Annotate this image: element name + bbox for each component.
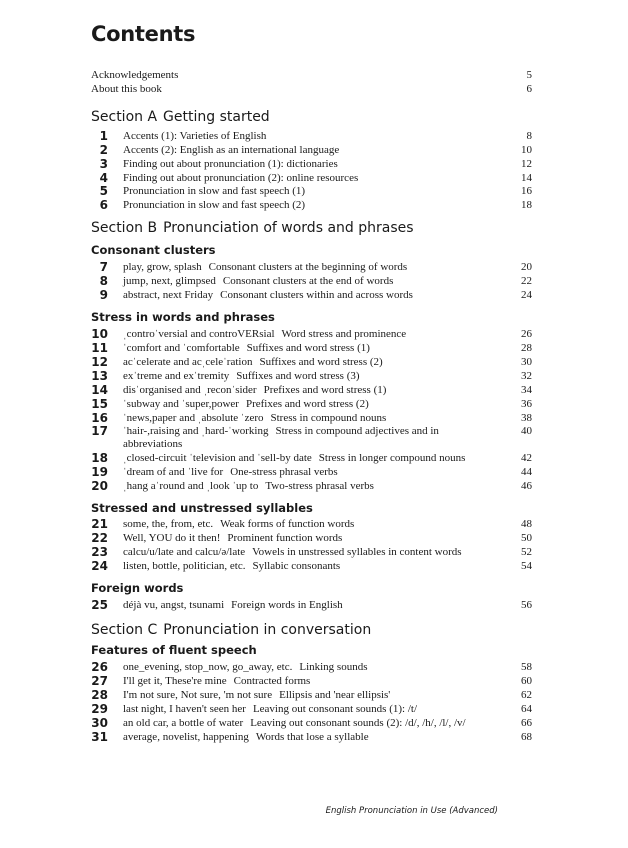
unit-examples: I'm not sure, Not sure, 'm not sure	[123, 689, 273, 701]
unit-examples: ˌclosed-circuit ˈtelevision and ˈsell-by date	[123, 452, 312, 464]
unit-title	[123, 398, 508, 411]
unit-examples: calcu/u/late and calcu/ə/late	[123, 546, 246, 558]
unit-number: 22	[91, 531, 108, 545]
group-heading-consonant-clusters: Consonant clusters	[91, 243, 216, 257]
page-number: 66	[521, 717, 532, 729]
page-number: 30	[521, 356, 532, 368]
unit-entry[interactable]	[0, 466, 628, 480]
unit-topic: Prefixes and word stress (2)	[245, 398, 369, 410]
page-number: 64	[521, 703, 532, 715]
unit-topic: Consonant clusters at the beginning of words	[208, 261, 408, 273]
page-number: 38	[521, 412, 532, 424]
unit-title	[123, 546, 508, 559]
unit-examples: jump, next, glimpsed	[123, 275, 216, 287]
page-number: 46	[521, 480, 532, 492]
page-number: 8	[526, 130, 532, 142]
page-number: 68	[521, 731, 532, 743]
unit-entry[interactable]	[0, 599, 628, 613]
unit-entry[interactable]	[0, 518, 628, 532]
unit-examples: ˈsubway and ˈsuper,power	[123, 398, 239, 410]
unit-number: 6	[99, 198, 108, 212]
unit-entry[interactable]	[0, 532, 628, 546]
unit-number: 13	[91, 369, 108, 383]
unit-number: 31	[91, 730, 108, 744]
unit-topic: Suffixes and word stress (3)	[236, 370, 360, 382]
page-number: 44	[521, 466, 532, 478]
section-name: Pronunciation of words and phrases	[163, 220, 414, 236]
unit-entry[interactable]	[0, 275, 628, 289]
unit-number: 14	[91, 383, 108, 397]
section-a-heading	[91, 109, 270, 125]
unit-topic: Leaving out consonant sounds (2): /d/, /h/, /l/, /v/	[250, 717, 466, 729]
unit-title	[123, 370, 508, 383]
unit-examples: ˌhang aˈround and ˌlook ˈup to	[123, 480, 259, 492]
unit-number: 30	[91, 716, 108, 730]
page-number: 56	[521, 599, 532, 611]
unit-number: 5	[99, 184, 108, 198]
unit-entry[interactable]	[0, 546, 628, 560]
unit-number: 9	[99, 288, 108, 302]
unit-title: Accents (1): Varieties of English	[123, 130, 267, 142]
unit-entry[interactable]	[0, 452, 628, 466]
unit-topic: One-stress phrasal verbs	[230, 466, 338, 478]
unit-title	[123, 689, 508, 702]
front-matter-entry[interactable]	[0, 83, 628, 97]
unit-number: 28	[91, 688, 108, 702]
unit-topic: Ellipsis and 'near ellipsis'	[279, 689, 391, 701]
page-number: 6	[526, 83, 532, 95]
unit-number: 24	[91, 559, 108, 573]
unit-entry[interactable]	[0, 675, 628, 689]
group-heading-stress-in-words: Stress in words and phrases	[91, 310, 275, 324]
page-number: 54	[521, 560, 532, 572]
page-number: 16	[521, 185, 532, 197]
unit-number: 20	[91, 479, 108, 493]
page-number: 58	[521, 661, 532, 673]
unit-topic: Stress in longer compound nouns	[318, 452, 466, 464]
entry-title: Acknowledgements	[91, 69, 179, 81]
unit-topic: Vowels in unstressed syllables in content words	[252, 546, 462, 558]
unit-entry[interactable]	[0, 328, 628, 342]
section-letter: Section A	[91, 109, 158, 125]
section-letter: Section B	[91, 220, 158, 236]
page-number: 52	[521, 546, 532, 558]
unit-number: 7	[99, 260, 108, 274]
unit-entry[interactable]	[0, 289, 628, 303]
unit-title	[123, 412, 508, 425]
unit-topic: Weak forms of function words	[220, 518, 355, 530]
unit-entry[interactable]	[0, 261, 628, 275]
page-number: 28	[521, 342, 532, 354]
unit-title	[123, 466, 508, 479]
unit-number: 4	[99, 171, 108, 185]
unit-topic: Consonant clusters at the end of words	[222, 275, 394, 287]
unit-examples: last night, I haven't seen her	[123, 703, 246, 715]
unit-number: 23	[91, 545, 108, 559]
section-name: Pronunciation in conversation	[163, 622, 372, 638]
page-number: 22	[521, 275, 532, 287]
unit-entry[interactable]	[0, 384, 628, 398]
unit-title	[123, 518, 508, 531]
unit-number: 29	[91, 702, 108, 716]
unit-entry[interactable]	[0, 480, 628, 494]
unit-number: 19	[91, 465, 108, 479]
unit-title	[123, 661, 508, 674]
unit-title	[123, 261, 508, 274]
page-number: 5	[526, 69, 532, 81]
group-heading-fluent-speech: Features of fluent speech	[91, 643, 257, 657]
unit-number: 17	[91, 424, 108, 438]
unit-title	[123, 289, 508, 302]
page-number: 62	[521, 689, 532, 701]
section-name: Getting started	[163, 109, 270, 125]
unit-examples: ˌcontroˈversial and controVERsial	[123, 328, 275, 340]
unit-entry[interactable]	[0, 356, 628, 370]
unit-title	[123, 342, 508, 355]
unit-examples: ˈcomfort and ˈcomfortable	[123, 342, 240, 354]
page-number: 36	[521, 398, 532, 410]
unit-number: 21	[91, 517, 108, 531]
unit-topic: Suffixes and word stress (2)	[259, 356, 383, 368]
unit-number: 12	[91, 355, 108, 369]
unit-examples: ˈhair-,raising and ˌhard-ˈworking	[123, 425, 269, 437]
unit-entry[interactable]	[0, 661, 628, 675]
unit-topic: Two-stress phrasal verbs	[265, 480, 374, 492]
unit-number: 26	[91, 660, 108, 674]
unit-title	[123, 560, 508, 573]
unit-title	[123, 599, 508, 612]
unit-number: 25	[91, 598, 108, 612]
unit-examples: an old car, a bottle of water	[123, 717, 244, 729]
front-matter-entry[interactable]	[0, 69, 628, 83]
unit-examples: one_evening, stop_now, go_away, etc.	[123, 661, 293, 673]
unit-number: 16	[91, 411, 108, 425]
unit-examples: listen, bottle, politician, etc.	[123, 560, 246, 572]
section-letter: Section C	[91, 622, 158, 638]
unit-entry[interactable]	[0, 158, 628, 172]
page-number: 24	[521, 289, 532, 301]
group-heading-stressed-unstressed: Stressed and unstressed syllables	[91, 501, 313, 515]
unit-entry[interactable]	[0, 731, 628, 745]
unit-title: Pronunciation in slow and fast speech (1)	[123, 185, 306, 197]
page-number: 20	[521, 261, 532, 273]
unit-title	[123, 356, 508, 369]
unit-number: 11	[91, 341, 108, 355]
unit-examples: ˈdream of and ˈlive for	[123, 466, 224, 478]
group-heading-foreign-words: Foreign words	[91, 581, 184, 595]
unit-examples: ˈnews,paper and ˌabsolute ˈzero	[123, 412, 264, 424]
unit-title	[123, 480, 508, 493]
unit-entry[interactable]	[0, 703, 628, 717]
unit-title	[123, 675, 508, 688]
page-number: 34	[521, 384, 532, 396]
unit-topic: Foreign words in English	[231, 599, 343, 611]
unit-title: Pronunciation in slow and fast speech (2)	[123, 199, 306, 211]
unit-topic: Stress in compound nouns	[270, 412, 387, 424]
unit-examples: average, novelist, happening	[123, 731, 249, 743]
unit-examples: I'll get it, These're mine	[123, 675, 227, 687]
unit-entry[interactable]	[0, 398, 628, 412]
unit-examples: Well, YOU do it then!	[123, 532, 221, 544]
unit-examples: disˈorganised and ˌreconˈsider	[123, 384, 257, 396]
unit-examples: déjà vu, angst, tsunami	[123, 599, 225, 611]
unit-topic: Word stress and prominence	[281, 328, 407, 340]
unit-topic: Prefixes and word stress (1)	[263, 384, 387, 396]
unit-title	[123, 275, 508, 288]
unit-examples: abstract, next Friday	[123, 289, 214, 301]
unit-title: Finding out about pronunciation (2): online resources	[123, 172, 359, 184]
unit-examples: some, the, from, etc.	[123, 518, 214, 530]
unit-topic: Contracted forms	[233, 675, 311, 687]
unit-entry[interactable]	[0, 342, 628, 356]
section-b-heading	[91, 220, 414, 236]
unit-number: 27	[91, 674, 108, 688]
page-footer: English Pronunciation in Use (Advanced)	[325, 806, 498, 816]
unit-number: 1	[99, 129, 108, 143]
section-c-heading	[91, 622, 371, 638]
unit-title	[123, 717, 508, 730]
unit-topic: Leaving out consonant sounds (1): /t/	[252, 703, 418, 715]
page-number: 40	[521, 425, 532, 437]
unit-topic: Words that lose a syllable	[255, 731, 369, 743]
unit-topic: Stress in compound adjectives and in abbreviations	[123, 425, 439, 450]
page-number: 50	[521, 532, 532, 544]
page-number: 10	[521, 144, 532, 156]
unit-entry[interactable]	[0, 130, 628, 144]
unit-examples: play, grow, splash	[123, 261, 202, 273]
unit-title	[123, 452, 508, 465]
unit-title	[123, 532, 508, 545]
unit-examples: exˈtreme and exˈtremity	[123, 370, 230, 382]
unit-title	[123, 425, 463, 451]
unit-entry[interactable]	[0, 560, 628, 574]
unit-entry[interactable]	[0, 370, 628, 384]
unit-title	[123, 384, 508, 397]
unit-topic: Prominent function words	[227, 532, 343, 544]
unit-title	[123, 328, 508, 341]
page-number: 18	[521, 199, 532, 211]
page-number: 14	[521, 172, 532, 184]
unit-number: 10	[91, 327, 108, 341]
unit-number: 18	[91, 451, 108, 465]
unit-entry[interactable]	[0, 185, 628, 199]
page-number: 12	[521, 158, 532, 170]
unit-topic: Suffixes and word stress (1)	[246, 342, 370, 354]
page-number: 42	[521, 452, 532, 464]
page-title: Contents	[91, 22, 196, 46]
unit-entry[interactable]	[0, 425, 628, 453]
unit-title: Accents (2): English as an international language	[123, 144, 340, 156]
unit-topic: Consonant clusters within and across words	[220, 289, 413, 301]
unit-number: 15	[91, 397, 108, 411]
unit-entry[interactable]	[0, 689, 628, 703]
page-number: 26	[521, 328, 532, 340]
unit-title: Finding out about pronunciation (1): dictionaries	[123, 158, 338, 170]
entry-title: About this book	[91, 83, 162, 95]
unit-topic: Linking sounds	[299, 661, 368, 673]
unit-number: 2	[99, 143, 108, 157]
page-number: 60	[521, 675, 532, 687]
page-number: 32	[521, 370, 532, 382]
unit-entry[interactable]	[0, 717, 628, 731]
unit-entry[interactable]	[0, 199, 628, 213]
unit-examples: acˈcelerate and acˌceleˈration	[123, 356, 253, 368]
unit-number: 3	[99, 157, 108, 171]
unit-number: 8	[99, 274, 108, 288]
unit-title	[123, 703, 508, 716]
page-number: 48	[521, 518, 532, 530]
unit-entry[interactable]	[0, 144, 628, 158]
unit-topic: Syllabic consonants	[252, 560, 341, 572]
unit-title	[123, 731, 508, 744]
